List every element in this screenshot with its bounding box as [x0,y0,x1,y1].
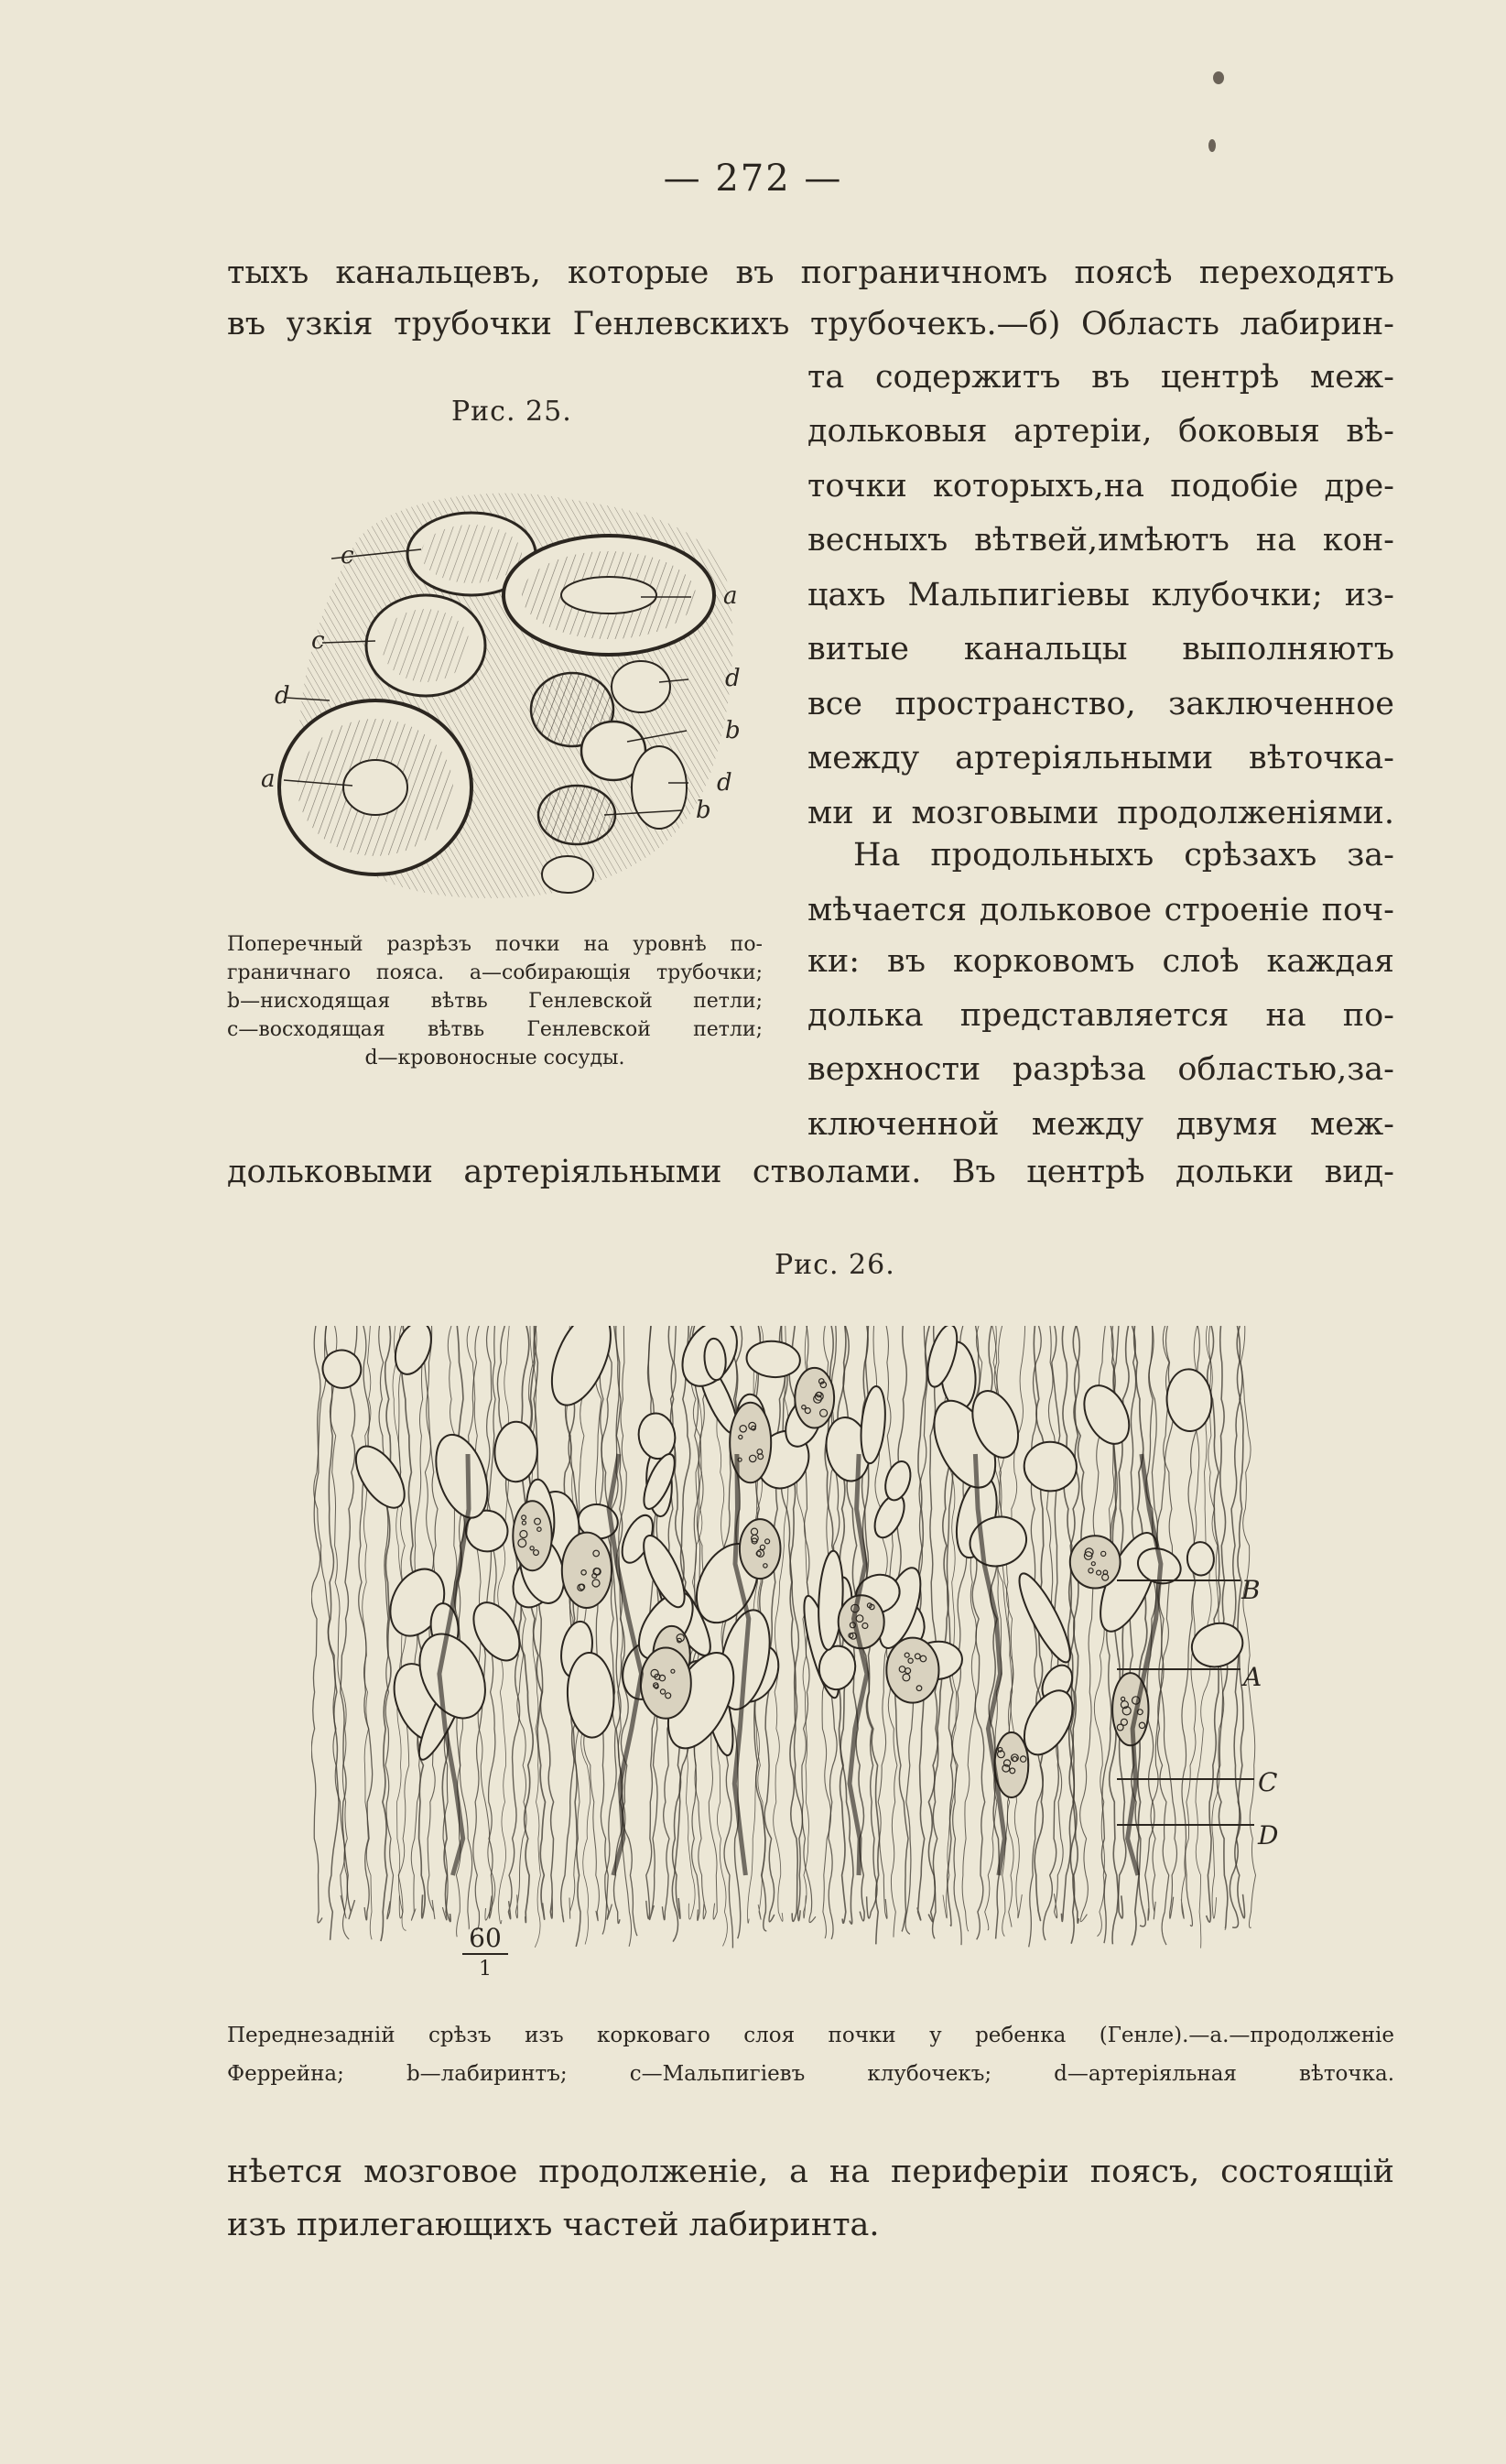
figure-25-letter: b [696,797,712,824]
figure-25-caption-line: граничнаго пояса. a—собирающія трубочки; [227,961,763,984]
figure-25-letter: c [341,542,355,570]
body-text-line: въ узкія трубочки Генлевскихъ трубочекъ.—б) Область лабирин- [227,306,1394,342]
body-text-line: весныхъ вѣтвей,имѣютъ на кон- [807,522,1394,559]
figure-26-label: Рис. 26. [775,1249,895,1281]
body-text-line: точки которыхъ,на подобіе дре- [807,468,1394,505]
figure-26-caption-line: Переднезадній срѣзъ изъ корковаго слоя почки у ребенка (Генле).—a.—продолженіе [227,2024,1394,2047]
body-text-line: На продольныхъ срѣзахъ за- [853,837,1394,874]
body-text-line: изъ прилегающихъ частей лабиринта. [227,2207,880,2243]
scale-denominator: 1 [479,1958,492,1981]
figure-25-caption-line: Поперечный разрѣзъ почки на уровнѣ по- [227,933,763,956]
body-text-line: тыхъ канальцевъ, которые въ пограничномъ поясѣ переходятъ [227,255,1394,291]
figure-25-letter: b [725,717,742,744]
figure-26-letter: D [1258,1820,1280,1851]
figure-25-letter: a [723,582,739,610]
figure-25-letter: d [275,682,291,710]
body-text-line: ми и мозговыми продолженіями. [807,795,1394,831]
body-text-line: нѣется мозговое продолженіе, а на периферіи поясъ, состоящій [227,2154,1394,2190]
figure-25-letter: d [717,769,733,797]
figure-26-caption-line: Феррейна; b—лабиринтъ; c—Мальпигіевъ клубочекъ; d—артеріяльная вѣточка. [227,2062,1394,2086]
body-text-line: верхности разрѣза областью,за- [807,1051,1394,1088]
body-text-line: цахъ Мальпигіевы клубочки; из- [807,577,1394,613]
body-text-line: ки: въ корковомъ слоѣ каждая [807,943,1394,980]
body-text-line: дольковыя артеріи, боковыя вѣ- [807,413,1394,450]
body-text-line: ключенной между двумя меж- [807,1106,1394,1143]
figure-26-letter: C [1258,1767,1279,1797]
figure-25-letter: d [725,665,742,692]
figure-25-illustration [265,485,751,916]
figure-25-caption-line: d—кровоносные сосуды. [364,1047,625,1069]
figure-25-label: Рис. 25. [451,396,572,428]
figure-25-letter: c [311,627,326,655]
body-text-line: та содержитъ въ центрѣ меж- [807,359,1394,396]
body-text-line: все пространство, заключенное [807,686,1394,722]
figure-26-letter: B [1241,1575,1262,1605]
ink-spot [1208,139,1216,152]
body-text-line: мѣчается дольковое строеніе поч- [807,892,1394,928]
body-text-line: дольковыми артеріяльными стволами. Въ центрѣ дольки вид- [227,1154,1394,1190]
figure-26-letter: A [1243,1662,1263,1692]
ink-spot [1213,71,1224,84]
scale-numerator: 60 [462,1923,508,1955]
body-text-line: долька представляется на по- [807,997,1394,1034]
page-number: — 272 — [663,157,843,200]
body-text-line: между артеріяльными вѣточка- [807,740,1394,776]
figure-25-caption-line: b—нисходящая вѣтвь Генлевской петли; [227,990,763,1013]
figure-25-letter: a [261,765,276,793]
figure-25-caption-line: c—восходящая вѣтвь Генлевской петли; [227,1018,763,1041]
figure-26-illustration [311,1326,1263,1948]
body-text-line: витые канальцы выполняютъ [807,631,1394,668]
